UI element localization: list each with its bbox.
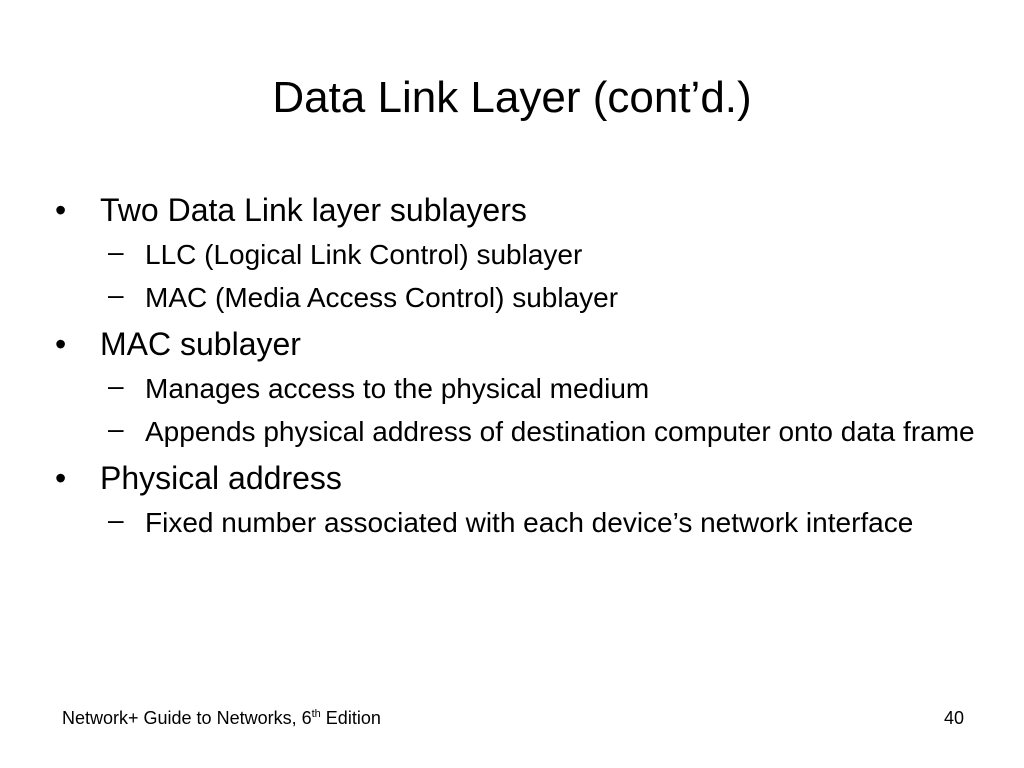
dash-icon: – bbox=[108, 279, 124, 310]
bullet-icon: • bbox=[55, 192, 67, 228]
footer-edition-superscript: th bbox=[311, 708, 321, 720]
bullet-item bbox=[55, 456, 975, 500]
dash-icon: – bbox=[108, 370, 124, 401]
sub-item bbox=[55, 369, 975, 409]
footer-book-suffix: Edition bbox=[320, 708, 381, 728]
sub-item-text: Fixed number associated with each device’s network interface bbox=[145, 507, 914, 538]
sub-item-text: Appends physical address of destination computer onto data frame bbox=[145, 416, 975, 447]
dash-icon: – bbox=[108, 236, 124, 267]
dash-icon: – bbox=[108, 504, 124, 535]
bullet-text: Two Data Link layer sublayers bbox=[100, 192, 527, 228]
sub-list bbox=[55, 369, 975, 452]
sub-item-text: LLC (Logical Link Control) sublayer bbox=[145, 239, 583, 270]
sub-item bbox=[55, 412, 975, 452]
dash-icon: – bbox=[108, 413, 124, 444]
slide-title: Data Link Layer (cont’d.) bbox=[272, 73, 752, 122]
sub-item bbox=[55, 278, 975, 318]
bullet-icon: • bbox=[55, 326, 67, 362]
page-number: 40 bbox=[943, 708, 964, 728]
bullet-item bbox=[55, 322, 975, 366]
bullet-text: Physical address bbox=[100, 460, 342, 496]
sub-item-text: MAC (Media Access Control) sublayer bbox=[145, 282, 619, 313]
sub-item-text: Manages access to the physical medium bbox=[145, 373, 650, 404]
sub-item bbox=[55, 235, 975, 275]
sub-list bbox=[55, 235, 975, 318]
slide-body bbox=[55, 186, 975, 547]
sub-item bbox=[55, 503, 975, 543]
bullet-icon: • bbox=[55, 460, 67, 496]
footer-book-prefix: Network+ Guide to Networks, 6 bbox=[62, 708, 312, 728]
bullet-item bbox=[55, 188, 975, 232]
footer-book-title bbox=[62, 707, 381, 729]
sub-list bbox=[55, 503, 975, 543]
bullet-text: MAC sublayer bbox=[100, 326, 301, 362]
